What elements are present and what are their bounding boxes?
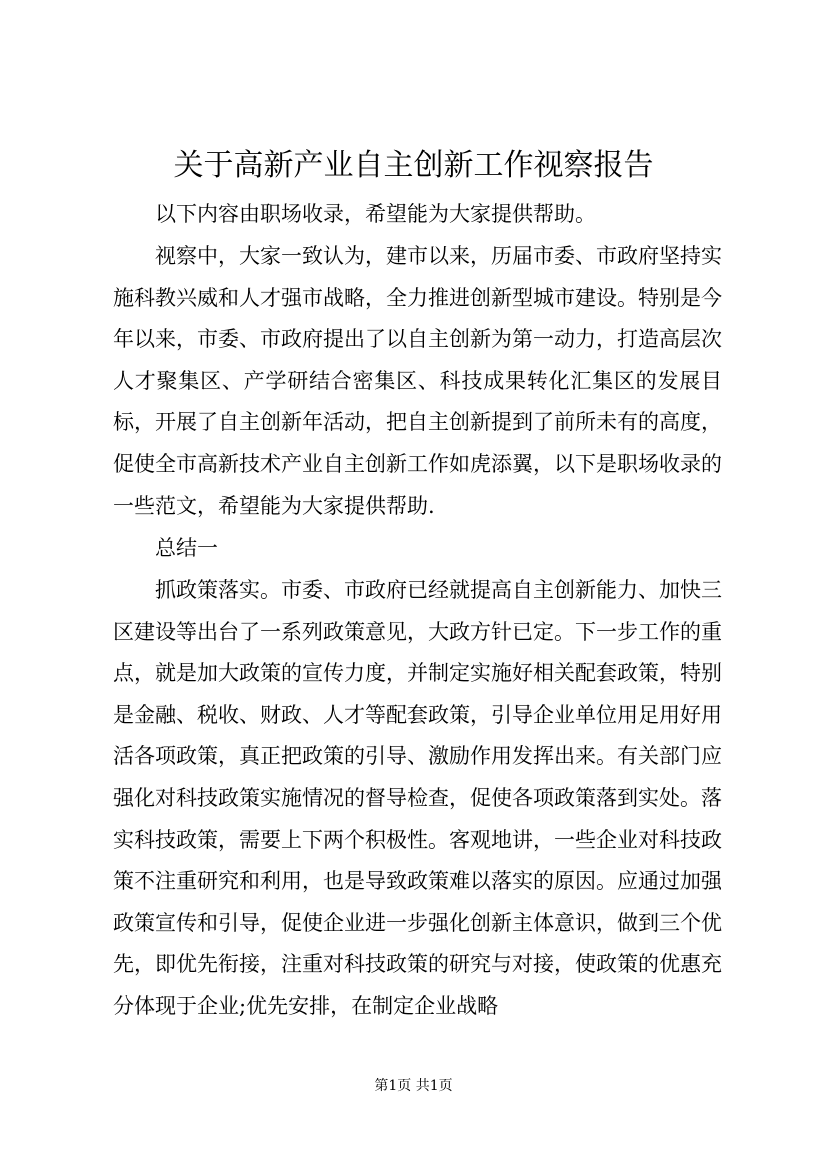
page-footer: 第1页 共1页 xyxy=(374,1078,453,1094)
section-heading: 总结一 xyxy=(155,536,218,560)
body-paragraph-2: 抓政策落实。市委、市政府已经就提高自主创新能力、加快三区建设等出台了一系列政策意见，大政方针已定。下一步工作的重点，就是加大政策的宣传力度，并制定实施好相关配套政策，特别是金融、税收、财政、人才等配套政策，引导企业单位用足用好用活各项政策，真正把政策的引导、激励作用发挥出来。有关部门应强化对科技政策实施情况的督导检查，促使各项政策落到实处。落实科技政策，需要上下两个积极性。客观地讲，一些企业对科技政策不注重研究和利用，也是导致政策难以落实的原因。应通过加强政策宣传和引导，促使企业进一步强化创新主体意识，做到三个优先，即优先衔接，注重对科技政策的研究与对接，使政策的优惠充分体现于企业;优先安排，在制定企业战略 xyxy=(113,578,722,1018)
body-paragraph-1: 视察中，大家一致认为，建市以来，历届市委、市政府坚持实施科教兴威和人才强市战略，全力推进创新型城市建设。特别是今年以来，市委、市政府提出了以自主创新为第一动力，打造高层次人才聚集区、产学研结合密集区、科技成果转化汇集区的发展目标，开展了自主创新年活动，把自主创新提到了前所未有的高度，促使全市高新技术产业自主创新工作如虎添翼，以下是职场收录的一些范文，希望能为大家提供帮助. xyxy=(113,244,722,518)
intro-paragraph: 以下内容由职场收录，希望能为大家提供帮助。 xyxy=(155,202,596,226)
document-title: 关于高新产业自主创新工作视察报告 xyxy=(173,148,654,183)
